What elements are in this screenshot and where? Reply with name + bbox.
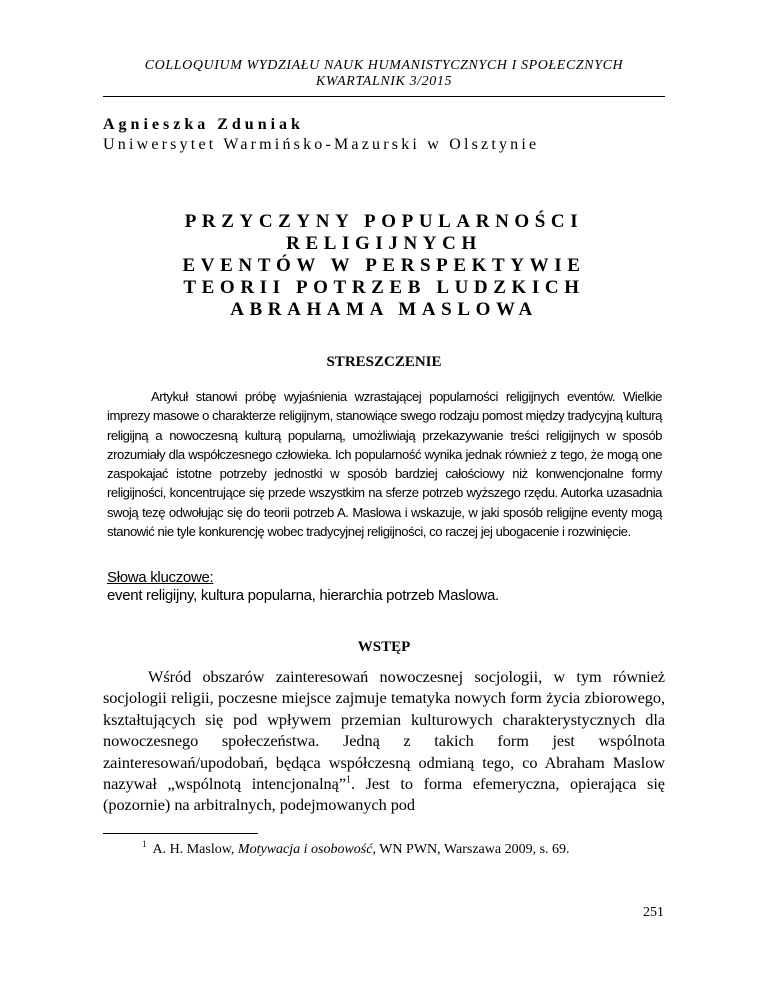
journal-header bbox=[103, 58, 665, 90]
footnote-rule bbox=[103, 833, 258, 834]
title-line: PRZYCZYNY POPULARNOŚCI RELIGIJNYCH bbox=[184, 211, 584, 254]
footnote-publisher: , WN PWN, Warszawa 2009, s. 69. bbox=[372, 842, 570, 857]
keywords-label: Słowa kluczowe: bbox=[107, 569, 214, 586]
footnote-author: A. H. Maslow, bbox=[152, 842, 235, 857]
author-name: Agnieszka Zduniak bbox=[103, 116, 304, 133]
section-heading: WSTĘP bbox=[357, 639, 411, 655]
keywords-text: event religijny, kultura popularna, hierarchia potrzeb Maslowa. bbox=[107, 587, 499, 604]
abstract-text: Artykuł stanowi próbę wyjaśnienia wzrastającej popularności religijnych eventów. Wielkie imprezy masowe o charakterze religijnym, stanowiące swego rodzaju pomost między tradycyjną kulturą religijną a nowoczesną kulturą popularną, umożliwiają przekazywanie treści religijnych w sposób zrozumiały dla współczesnego człowieka. Ich popularność wynika jednak również z tego, że mogą one zaspokajać istotne potrzeby jednostki w sposób bardziej całościowy niż konwencjonalne formy religijności, koncentrujące się przede wszystkim na sferze potrzeb wyższego rzędu. Autorka uzasadnia swoją tezę odwołując się do teorii potrzeb A. Maslowa i wskazuje, w jaki sposób religijne eventy mogą stanowić nie tyle konkurencję wobec tradycyjnej religijności, co raczej jej ubogacenie i rozwinięcie. bbox=[107, 389, 662, 540]
article-title bbox=[90, 211, 678, 321]
header-rule bbox=[103, 96, 665, 97]
footnote-book-title: Motywacja i osobowość bbox=[237, 842, 373, 857]
paragraph-text-continued: . Jest to forma efemeryczna, opierająca się (pozornie) na arbitralnych, podejmowanych pod bbox=[103, 774, 665, 815]
title-line: TEORII POTRZEB LUDZKICH bbox=[183, 277, 585, 298]
footnote-reference[interactable]: 1 bbox=[346, 774, 351, 786]
page-number: 251 bbox=[643, 905, 664, 920]
title-line: ABRAHAMA MASLOWA bbox=[230, 299, 538, 320]
body-paragraph bbox=[103, 666, 665, 816]
footnote bbox=[142, 841, 665, 858]
journal-issue: KWARTALNIK 3/2015 bbox=[315, 74, 453, 89]
title-line: EVENTÓW W PERSPEKTYWIE bbox=[182, 255, 586, 276]
footnote-mark: 1 bbox=[142, 839, 147, 850]
author-affiliation: Uniwersytet Warmińsko-Mazurski w Olsztynie bbox=[103, 136, 540, 153]
journal-name: COLLOQUIUM WYDZIAŁU NAUK HUMANISTYCZNYCH I SPOŁECZNYCH bbox=[144, 58, 624, 73]
abstract-heading: STRESZCZENIE bbox=[326, 354, 442, 370]
paragraph-text: Wśród obszarów zainteresowań nowoczesnej socjologii, w tym również socjologii religii, poczesne miejsce zajmuje tematyka nowych form życia zbiorowego, kształtujących się pod wpływem przemian kulturowych charakterystycznych dla nowoczesnego społeczeństwa. Jedną z takich form jest wspólnota zainteresowań/upodobań, będąca współczesną odmianą tego, co Abraham Maslow nazywał „wspólnotą intencjonalną” bbox=[103, 667, 665, 794]
